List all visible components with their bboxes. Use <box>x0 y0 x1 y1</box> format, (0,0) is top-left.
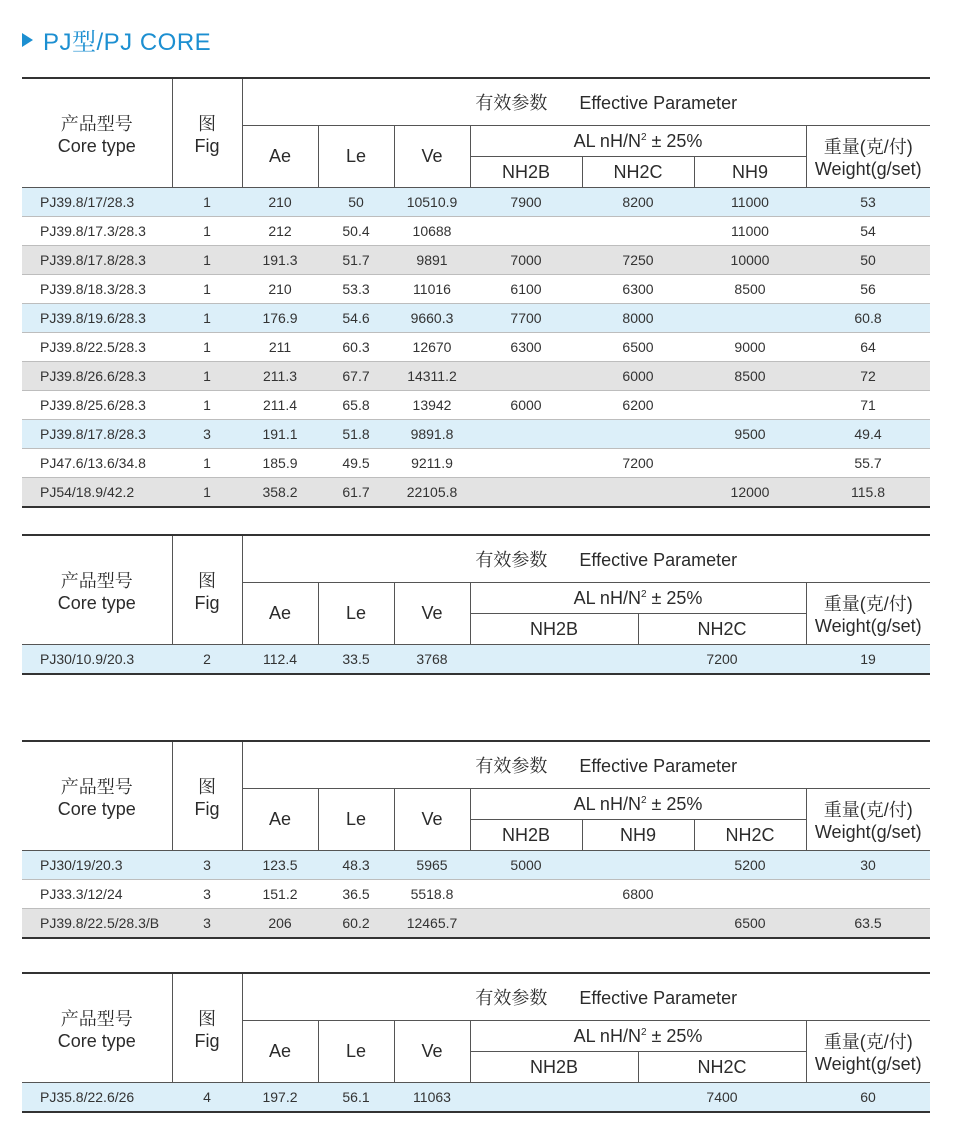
cell-m1: 6300 <box>470 333 582 362</box>
cell-m3 <box>694 391 806 420</box>
cell-m2: 6200 <box>582 391 694 420</box>
cell-w: 64 <box>806 333 930 362</box>
cell-m2 <box>582 478 694 508</box>
header-effective-parameter: 有效参数 Effective Parameter <box>242 973 930 1021</box>
header-effective-parameter: 有效参数 Effective Parameter <box>242 741 930 789</box>
header-core-type: 产品型号 Core type <box>22 973 172 1083</box>
header-al: AL $nH/N^2 \pm 25\%$ <box>470 1021 806 1052</box>
cell-ve: 9891 <box>394 246 470 275</box>
header-ae: Ae <box>242 126 318 188</box>
cell-le: 36.5 <box>318 880 394 909</box>
cell-ae: 210 <box>242 188 318 217</box>
cell-le: 61.7 <box>318 478 394 508</box>
header-material: NH2B <box>470 820 582 851</box>
cell-w: 30 <box>806 851 930 880</box>
cell-ve: 3768 <box>394 645 470 675</box>
cell-le: 53.3 <box>318 275 394 304</box>
cell-m3: 9500 <box>694 420 806 449</box>
cell-le: 48.3 <box>318 851 394 880</box>
cell-le: 65.8 <box>318 391 394 420</box>
header-material: NH2B <box>470 1052 638 1083</box>
cell-w: 56 <box>806 275 930 304</box>
cell-m2: 6300 <box>582 275 694 304</box>
cell-m3: 12000 <box>694 478 806 508</box>
table-row <box>22 188 930 217</box>
cell-m1 <box>470 478 582 508</box>
cell-le: 51.7 <box>318 246 394 275</box>
cell-core: PJ39.8/22.5/28.3/B <box>22 909 172 939</box>
cell-w: 54 <box>806 217 930 246</box>
cell-m2: 7200 <box>582 449 694 478</box>
cell-w: 71 <box>806 391 930 420</box>
cell-ae: 211.3 <box>242 362 318 391</box>
cell-fig: 3 <box>172 851 242 880</box>
triangle-bullet-icon <box>22 33 33 47</box>
cell-ae: 191.1 <box>242 420 318 449</box>
cell-core: PJ39.8/17.8/28.3 <box>22 246 172 275</box>
cell-ae: 151.2 <box>242 880 318 909</box>
header-core-type: 产品型号 Core type <box>22 535 172 645</box>
header-le: Le <box>318 789 394 851</box>
cell-m2: 6800 <box>582 880 694 909</box>
header-effective-parameter: 有效参数 Effective Parameter <box>242 78 930 126</box>
cell-ve: 5518.8 <box>394 880 470 909</box>
cell-m1: 7900 <box>470 188 582 217</box>
cell-core: PJ39.8/19.6/28.3 <box>22 304 172 333</box>
table-row <box>22 217 930 246</box>
cell-ve: 9660.3 <box>394 304 470 333</box>
cell-le: 51.8 <box>318 420 394 449</box>
header-material: NH9 <box>582 820 694 851</box>
cell-m2 <box>582 420 694 449</box>
table-row <box>22 1083 930 1113</box>
cell-core: PJ39.8/17.3/28.3 <box>22 217 172 246</box>
header-le: Le <box>318 583 394 645</box>
cell-ae: 210 <box>242 275 318 304</box>
cell-core: PJ54/18.9/42.2 <box>22 478 172 508</box>
table-row <box>22 851 930 880</box>
cell-core: PJ47.6/13.6/34.8 <box>22 449 172 478</box>
cell-m1 <box>470 909 582 939</box>
table-row <box>22 333 930 362</box>
cell-m2: 8200 <box>582 188 694 217</box>
header-material: NH2C <box>582 157 694 188</box>
cell-w: 55.7 <box>806 449 930 478</box>
cell-w: 72 <box>806 362 930 391</box>
header-ae: Ae <box>242 583 318 645</box>
cell-ve: 10510.9 <box>394 188 470 217</box>
cell-ae: 206 <box>242 909 318 939</box>
header-ae: Ae <box>242 1021 318 1083</box>
cell-w <box>806 880 930 909</box>
cell-m3: 8500 <box>694 275 806 304</box>
table-row <box>22 478 930 508</box>
cell-m1: 6000 <box>470 391 582 420</box>
cell-m2 <box>582 217 694 246</box>
cell-fig: 2 <box>172 645 242 675</box>
cell-m2: 7400 <box>638 1083 806 1113</box>
cell-fig: 1 <box>172 449 242 478</box>
header-fig: 图 Fig <box>172 973 242 1083</box>
header-effective-parameter: 有效参数 Effective Parameter <box>242 535 930 583</box>
cell-core: PJ39.8/17.8/28.3 <box>22 420 172 449</box>
cell-m2 <box>582 909 694 939</box>
header-ae: Ae <box>242 789 318 851</box>
cell-core: PJ35.8/22.6/26 <box>22 1083 172 1113</box>
cell-m3 <box>694 449 806 478</box>
cell-m2: 7250 <box>582 246 694 275</box>
cell-le: 50 <box>318 188 394 217</box>
cell-m2: 8000 <box>582 304 694 333</box>
core-table-3 <box>22 740 930 939</box>
cell-m2: 7200 <box>638 645 806 675</box>
cell-ae: 212 <box>242 217 318 246</box>
cell-core: PJ33.3/12/24 <box>22 880 172 909</box>
cell-le: 33.5 <box>318 645 394 675</box>
cell-m2: 6500 <box>582 333 694 362</box>
cell-m3: 5200 <box>694 851 806 880</box>
header-weight: 重量(克/付) Weight(g/set) <box>806 126 930 188</box>
cell-w: 60.8 <box>806 304 930 333</box>
cell-m1 <box>470 449 582 478</box>
table-row <box>22 246 930 275</box>
cell-ve: 11016 <box>394 275 470 304</box>
cell-core: PJ39.8/26.6/28.3 <box>22 362 172 391</box>
header-core-type: 产品型号 Core type <box>22 78 172 188</box>
cell-fig: 1 <box>172 246 242 275</box>
header-weight: 重量(克/付) Weight(g/set) <box>806 583 930 645</box>
header-material: NH2C <box>638 1052 806 1083</box>
cell-fig: 1 <box>172 391 242 420</box>
cell-ae: 191.3 <box>242 246 318 275</box>
header-core-type: 产品型号 Core type <box>22 741 172 851</box>
cell-fig: 1 <box>172 217 242 246</box>
cell-ae: 211 <box>242 333 318 362</box>
cell-w: 50 <box>806 246 930 275</box>
cell-le: 67.7 <box>318 362 394 391</box>
cell-w: 49.4 <box>806 420 930 449</box>
cell-m1: 7700 <box>470 304 582 333</box>
header-le: Le <box>318 1021 394 1083</box>
cell-m1 <box>470 645 638 675</box>
cell-m2: 6000 <box>582 362 694 391</box>
table-row <box>22 880 930 909</box>
cell-m3: 8500 <box>694 362 806 391</box>
cell-m3: 6500 <box>694 909 806 939</box>
cell-ve: 10688 <box>394 217 470 246</box>
cell-w: 19 <box>806 645 930 675</box>
cell-m1 <box>470 880 582 909</box>
header-fig: 图 Fig <box>172 78 242 188</box>
header-al: AL $nH/N^2 \pm 25\%$ <box>470 583 806 614</box>
cell-ve: 12670 <box>394 333 470 362</box>
header-material: NH2C <box>694 820 806 851</box>
cell-fig: 1 <box>172 362 242 391</box>
cell-m1 <box>470 362 582 391</box>
cell-ve: 12465.7 <box>394 909 470 939</box>
cell-m3 <box>694 880 806 909</box>
cell-ae: 211.4 <box>242 391 318 420</box>
header-material: NH2B <box>470 614 638 645</box>
header-ve: Ve <box>394 583 470 645</box>
header-fig: 图 Fig <box>172 535 242 645</box>
header-ve: Ve <box>394 789 470 851</box>
cell-le: 60.2 <box>318 909 394 939</box>
header-fig: 图 Fig <box>172 741 242 851</box>
cell-ve: 11063 <box>394 1083 470 1113</box>
cell-fig: 1 <box>172 275 242 304</box>
cell-ve: 5965 <box>394 851 470 880</box>
cell-fig: 4 <box>172 1083 242 1113</box>
table-row <box>22 391 930 420</box>
cell-le: 54.6 <box>318 304 394 333</box>
cell-m2 <box>582 851 694 880</box>
cell-m1 <box>470 1083 638 1113</box>
cell-le: 60.3 <box>318 333 394 362</box>
cell-fig: 3 <box>172 909 242 939</box>
header-le: Le <box>318 126 394 188</box>
cell-ae: 358.2 <box>242 478 318 508</box>
cell-core: PJ39.8/25.6/28.3 <box>22 391 172 420</box>
core-table-4 <box>22 972 930 1113</box>
core-table-2 <box>22 534 930 675</box>
page-title: PJ型/PJ CORE <box>22 22 211 57</box>
header-ve: Ve <box>394 1021 470 1083</box>
cell-ae: 176.9 <box>242 304 318 333</box>
cell-core: PJ39.8/22.5/28.3 <box>22 333 172 362</box>
cell-le: 49.5 <box>318 449 394 478</box>
cell-ve: 13942 <box>394 391 470 420</box>
table-row <box>22 449 930 478</box>
cell-ve: 9211.9 <box>394 449 470 478</box>
cell-w: 115.8 <box>806 478 930 508</box>
cell-ve: 9891.8 <box>394 420 470 449</box>
cell-ve: 14311.2 <box>394 362 470 391</box>
table-row <box>22 304 930 333</box>
cell-m3 <box>694 304 806 333</box>
cell-ae: 197.2 <box>242 1083 318 1113</box>
header-al: AL $nH/N^2 \pm 25\%$ <box>470 126 806 157</box>
cell-w: 63.5 <box>806 909 930 939</box>
cell-m1: 5000 <box>470 851 582 880</box>
cell-m1: 7000 <box>470 246 582 275</box>
cell-core: PJ30/10.9/20.3 <box>22 645 172 675</box>
header-material: NH2B <box>470 157 582 188</box>
cell-m3: 11000 <box>694 188 806 217</box>
header-weight: 重量(克/付) Weight(g/set) <box>806 789 930 851</box>
cell-le: 50.4 <box>318 217 394 246</box>
cell-core: PJ30/19/20.3 <box>22 851 172 880</box>
cell-m3: 10000 <box>694 246 806 275</box>
cell-m3: 9000 <box>694 333 806 362</box>
cell-ae: 112.4 <box>242 645 318 675</box>
cell-core: PJ39.8/18.3/28.3 <box>22 275 172 304</box>
cell-m1 <box>470 217 582 246</box>
cell-ae: 123.5 <box>242 851 318 880</box>
cell-fig: 3 <box>172 420 242 449</box>
cell-m1: 6100 <box>470 275 582 304</box>
table-row <box>22 275 930 304</box>
cell-ae: 185.9 <box>242 449 318 478</box>
table-row <box>22 909 930 939</box>
header-al: AL $nH/N^2 \pm 25\%$ <box>470 789 806 820</box>
header-material: NH9 <box>694 157 806 188</box>
table-row <box>22 645 930 675</box>
core-table-1 <box>22 77 930 508</box>
table-row <box>22 362 930 391</box>
cell-fig: 1 <box>172 478 242 508</box>
cell-ve: 22105.8 <box>394 478 470 508</box>
header-ve: Ve <box>394 126 470 188</box>
cell-m1 <box>470 420 582 449</box>
cell-core: PJ39.8/17/28.3 <box>22 188 172 217</box>
table-row <box>22 420 930 449</box>
cell-fig: 1 <box>172 333 242 362</box>
cell-w: 53 <box>806 188 930 217</box>
cell-fig: 1 <box>172 304 242 333</box>
header-material: NH2C <box>638 614 806 645</box>
cell-le: 56.1 <box>318 1083 394 1113</box>
cell-fig: 3 <box>172 880 242 909</box>
cell-m3: 11000 <box>694 217 806 246</box>
header-weight: 重量(克/付) Weight(g/set) <box>806 1021 930 1083</box>
cell-w: 60 <box>806 1083 930 1113</box>
cell-fig: 1 <box>172 188 242 217</box>
